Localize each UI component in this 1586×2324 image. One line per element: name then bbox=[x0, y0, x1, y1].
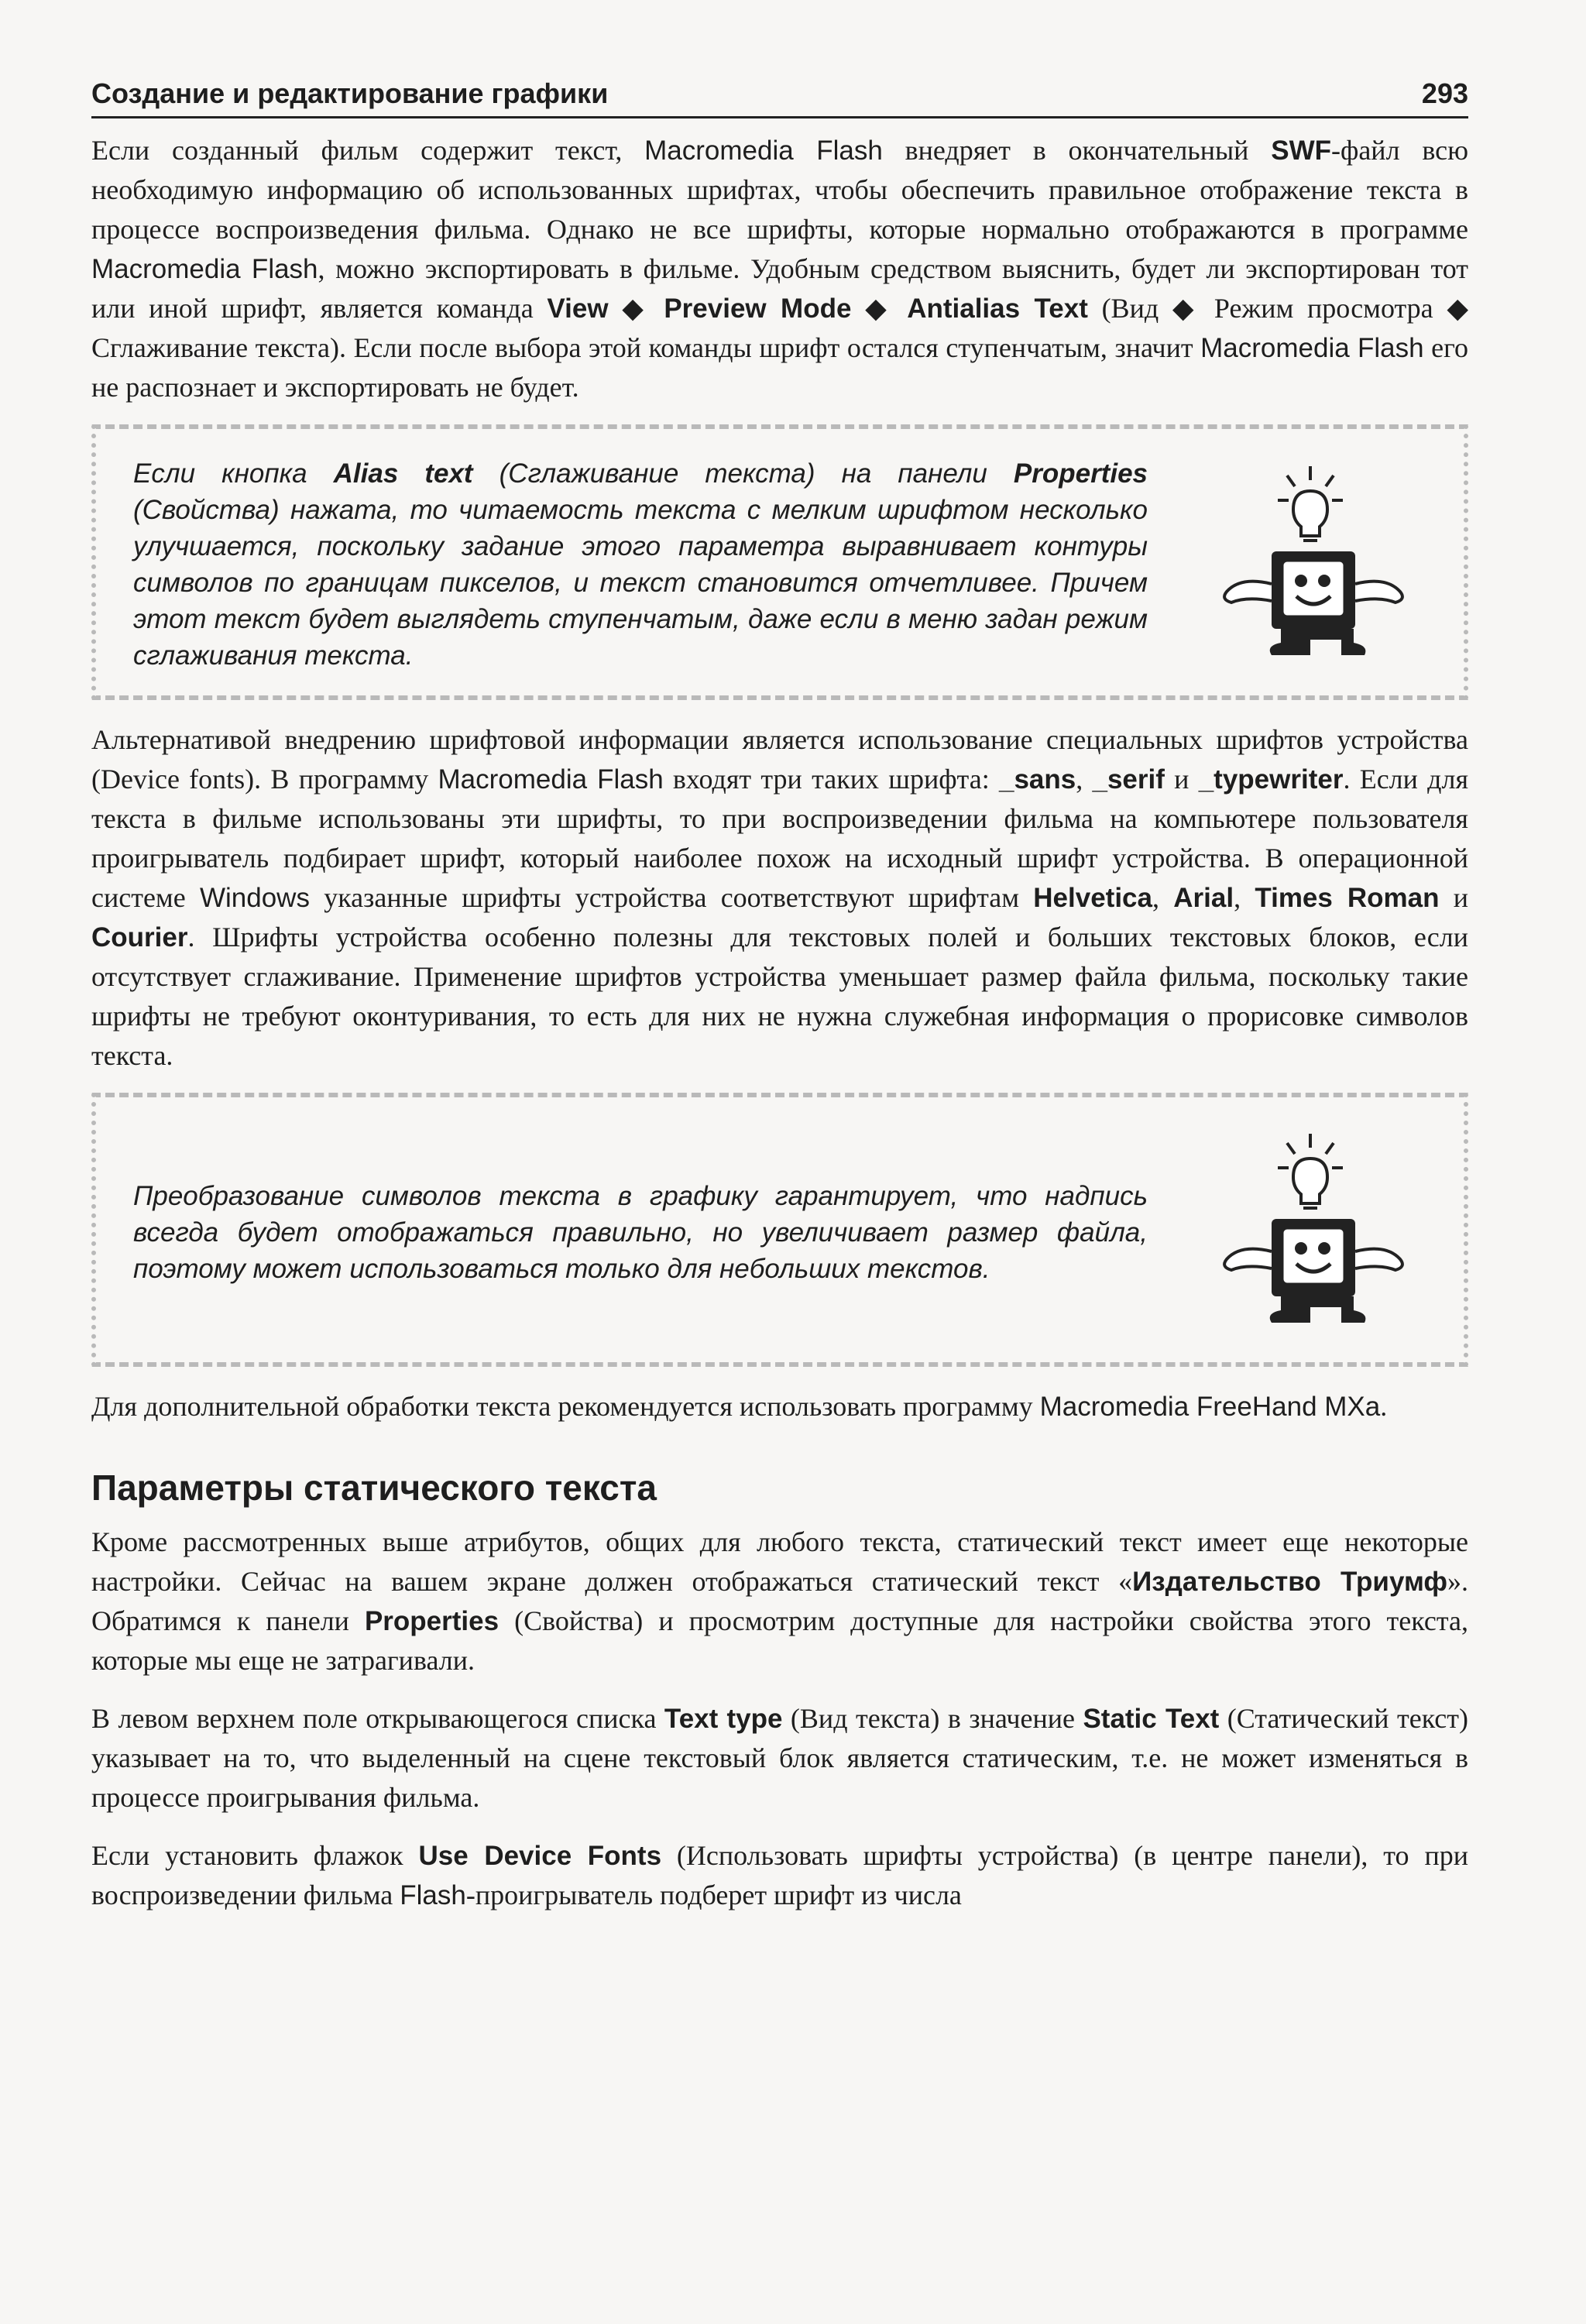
note-text-2: Преобразование символов текста в графику гарантирует, что надпись всегда будет отображаться правильно, но увеличивает размер файла, поэтому может использоваться только для небольших текстов. bbox=[133, 1180, 1148, 1284]
page-number: 293 bbox=[1421, 77, 1468, 109]
monitor-mascot-icon bbox=[1194, 456, 1426, 673]
book-page bbox=[91, 77, 1468, 1915]
note-text-1: Если кнопка Alias text (Сглаживание текста) на панели Properties (Свойства) нажата, то читаемость текста с мелким шрифтом несколько улучшается, поскольку задание этого параметра выравнивает контуры символов по границам пикселов, и текст становится отчетливее. Причем этот текст будет выглядеть ступенчатым, даже если в меню задан режим сглаживания текста. bbox=[133, 458, 1148, 671]
section-heading: Параметры статического текста bbox=[91, 1468, 657, 1508]
note-box-2 bbox=[91, 1093, 1468, 1367]
chapter-title: Создание и редактирование графики bbox=[91, 77, 609, 109]
paragraph-1: Если созданный фильм содержит текст, Macromedia Flash внедряет в окончательный SWF-файл всю необходимую информацию об использованных шрифтах, чтобы обеспечить правильное отображение текста в процессе воспроизведения фильма. Однако не все шрифты, которые нормально отображаются в программе Macromedia Flash, можно экспортировать в фильме. Удобным средством выяснить, будет ли экспортирован тот или иной шрифт, является команда View ◆ Preview Mode ◆ Antialias Text (Вид ◆ Режим просмотра ◆ Сглаживание текста). Если после выбора этой команды шрифт остался ступенчатым, значит Macromedia Flash его не распознает и экспортировать не будет. bbox=[91, 135, 1469, 403]
paragraph-5: В левом верхнем поле открывающегося списка Text type (Вид текста) в значение Static Text (Статический текст) указывает на то, что выделенный на сцене текстовый блок является статическим, т.е. не может изменяться в процессе проигрывания фильма. bbox=[91, 1703, 1468, 1813]
paragraph-2: Альтернативой внедрению шрифтовой информации является использование специальных шрифтов устройства (Device fonts). В программу Macromedia Flash входят три таких шрифта: _sans, _serif и _typewriter. Если для текста в фильме использованы эти шрифты, то при воспроизведении фильма на компьютере пользователя проигрыватель подбирает шрифт, который наиболее похож на исходный шрифт устройства. В операционной системе Windows указанные шрифты устройства соответствуют шрифтам Helvetica, Arial, Times Roman и Courier. Шрифты устройства особенно полезны для текстовых полей и больших текстовых блоков, если отсутствует сглаживание. Применение шрифтов устройства уменьшает размер файла фильма, поскольку такие шрифты не требуют оконтуривания, то есть для них не нужна служебная информация о прорисовке символов текста. bbox=[91, 724, 1469, 1071]
paragraph-3: Для дополнительной обработки текста рекомендуется использовать программу Macromedia FreeHand MXa. bbox=[91, 1391, 1388, 1422]
monitor-mascot-icon bbox=[1194, 1124, 1426, 1341]
paragraph-6: Если установить флажок Use Device Fonts (Использовать шрифты устройства) (в центре панели), то при воспроизведении фильма Flash-проигрыватель подберет шрифт из числа bbox=[91, 1840, 1468, 1910]
running-header bbox=[91, 77, 1468, 118]
note-box-1 bbox=[91, 424, 1468, 700]
paragraph-4: Кроме рассмотренных выше атрибутов, общих для любого текста, статический текст имеет еще некоторые настройки. Сейчас на вашем экране должен отображаться статический текст «Издательство Триумф». Обратимся к панели Properties (Свойства) и просмотрим доступные для настройки свойства этого текста, которые мы еще не затрагивали. bbox=[91, 1526, 1469, 1676]
